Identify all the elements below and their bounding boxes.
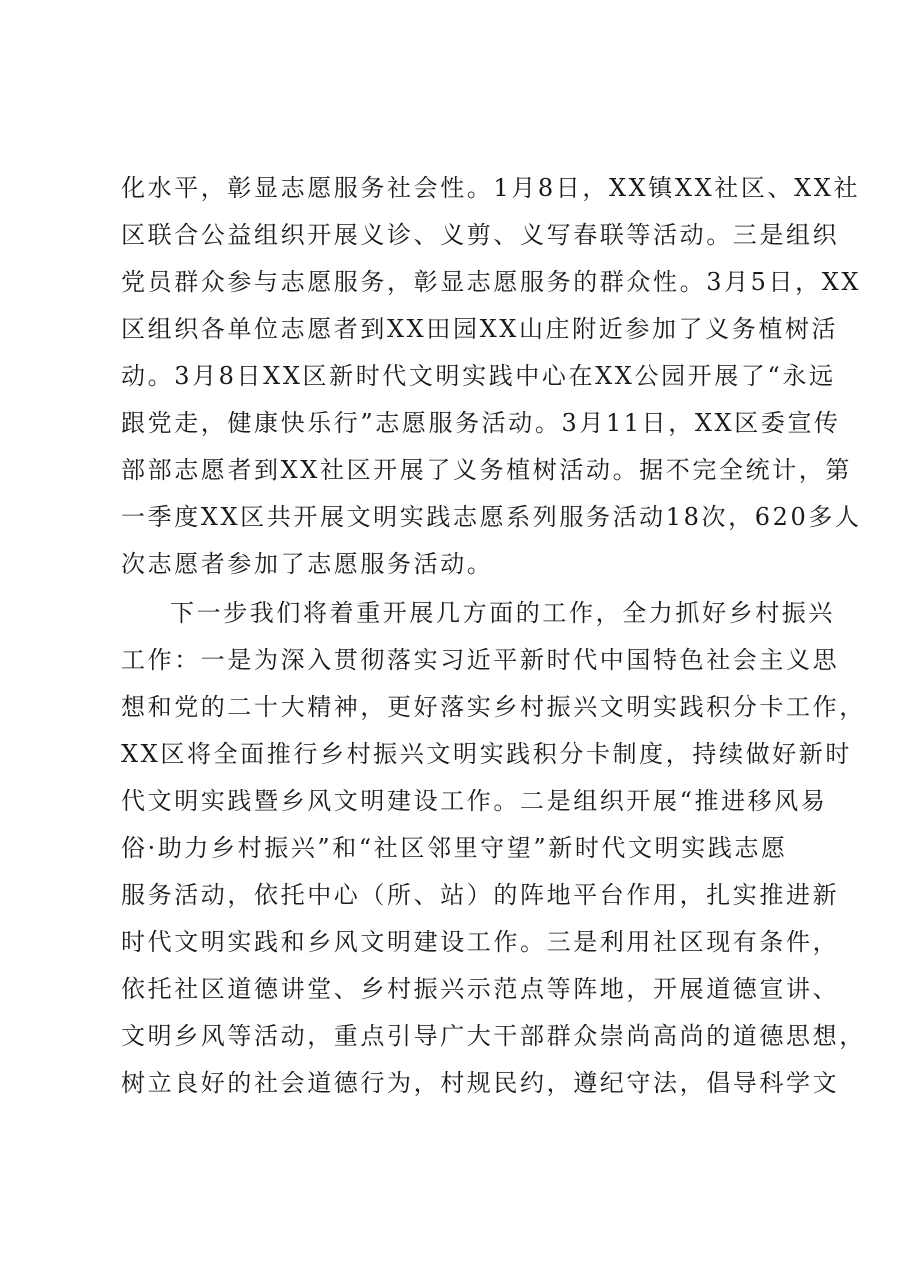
paragraph-2-line-9: 依托社区道德讲堂、乡村振兴示范点等阵地，开展道德宣讲、 (121, 975, 840, 1003)
paragraph-2-line-8: 时代文明实践和乡风文明建设工作。三是利用社区现有条件， (121, 928, 840, 956)
paragraph-2-line-11: 树立良好的社会道德行为，村规民约，遵纪守法，倡导科学文 (121, 1069, 840, 1097)
paragraph-1-line-4: 区组织各单位志愿者到XX田园XX山庄附近参加了义务植树活 (121, 315, 839, 343)
paragraph-2-line-5: 代文明实践暨乡风文明建设工作。二是组织开展“推进移风易 (121, 787, 828, 815)
paragraph-2-line-2: 工作：一是为深入贯彻落实习近平新时代中国特色社会主义思 (121, 646, 840, 674)
paragraph-2-line-3: 想和党的二十大精神，更好落实乡村振兴文明实践积分卡工作， (121, 693, 866, 721)
paragraph-1-line-1: 化水平，彰显志愿服务社会性。1月8日，XX镇XX社区、XX社 (121, 174, 861, 202)
paragraph-2-line-4: XX区将全面推行乡村振兴文明实践积分卡制度，持续做好新时 (121, 740, 852, 768)
paragraph-1-line-5: 动。3月8日XX区新时代文明实践中心在XX公园开展了“永远 (121, 362, 836, 390)
paragraph-2-line-7: 服务活动，依托中心（所、站）的阵地平台作用，扎实推进新 (121, 881, 840, 909)
paragraph-1-line-8: 一季度XX区共开展文明实践志愿系列服务活动18次，620多人 (121, 503, 862, 531)
paragraph-1-line-7: 部部志愿者到XX社区开展了义务植树活动。据不完全统计，第 (121, 456, 852, 484)
paragraph-1-line-3: 党员群众参与志愿服务，彰显志愿服务的群众性。3月5日，XX (121, 268, 862, 296)
paragraph-1-line-2: 区联合公益组织开展义诊、义剪、义写春联等活动。三是组织 (121, 221, 840, 249)
paragraph-2-line-6: 俗·助力乡村振兴”和“社区邻里守望”新时代文明实践志愿 (121, 834, 788, 862)
paragraph-1-line-6: 跟党走，健康快乐行”志愿服务活动。3月11日，XX区委宣传 (121, 409, 841, 437)
paragraph-2-line-1: 下一步我们将着重开展几方面的工作，全力抓好乡村振兴 (170, 599, 835, 627)
paragraph-1-line-9: 次志愿者参加了志愿服务活动。 (121, 550, 494, 578)
paragraph-2-line-10: 文明乡风等活动，重点引导广大干部群众崇尚高尚的道德思想， (121, 1022, 866, 1050)
